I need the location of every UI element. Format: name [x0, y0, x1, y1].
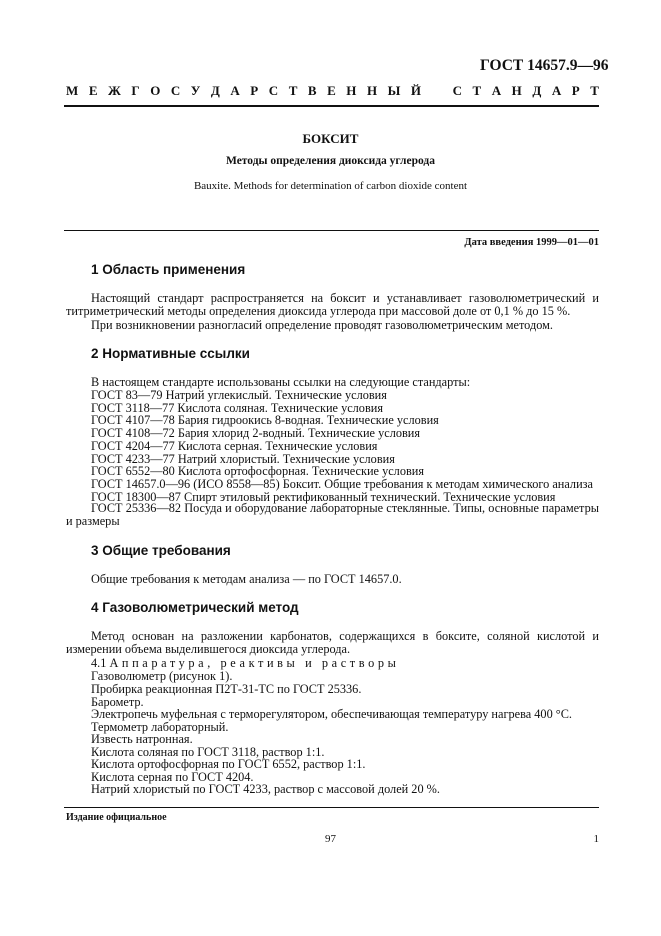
banner-letter: А [230, 83, 240, 98]
standard-english-title: Bauxite. Methods for determination of carbon dioxide content [193, 180, 468, 192]
section-4-heading: 4 Газоволюметрический метод [91, 600, 299, 615]
banner-letter: Д [210, 83, 220, 98]
equipment-item: Известь натронная. [91, 732, 193, 746]
section-2-intro: В настоящем стандарте использованы ссылки на следующие стандарты: [91, 375, 471, 389]
section-3-heading: 3 Общие требования [91, 543, 231, 558]
banner-letter: Ы [387, 83, 401, 98]
banner-letter: Р [250, 83, 259, 98]
banner-letter: Е [88, 83, 98, 98]
equipment-item: Пробирка реакционная П2Т-31-ТС по ГОСТ 25336. [91, 682, 362, 696]
section-1-paragraph-2: При возникновении разногласий определение проводят газоволюметрическим методом. [91, 318, 554, 332]
banner-letter: Е [327, 83, 336, 98]
page-number: 97 [325, 833, 336, 845]
standard-title: БОКСИТ [302, 131, 359, 146]
banner-letter: Т [590, 83, 599, 98]
header-rule [64, 105, 599, 107]
reference-item: ГОСТ 4204—77 Кислота серная. Технические условия [91, 438, 378, 453]
official-edition-label: Издание официальное [66, 812, 167, 823]
subsection-title: Аппаратура, реактивы и растворы [109, 656, 400, 670]
reference-item: ГОСТ 6552—80 Кислота ортофосфорная. Технические условия [91, 464, 425, 479]
banner-letter: Т [472, 83, 482, 98]
introduction-date: Дата введения 1999—01—01 [464, 237, 599, 248]
equipment-item: Газоволюметр (рисунок 1). [91, 669, 233, 683]
banner-letter: Т [288, 83, 298, 98]
banner-letter: Р [571, 83, 580, 98]
banner-letter: С [452, 83, 463, 98]
title-rule [64, 230, 599, 231]
document-code: ГОСТ 14657.9—96 [480, 57, 609, 74]
banner-letter: Д [532, 83, 542, 98]
banner-letter: Г [131, 83, 140, 98]
banner-letter: С [268, 83, 279, 98]
banner-letter: У [190, 83, 201, 98]
section-1-paragraph-1: Настоящий стандарт распространяется на боксит и устанавливает газоволюметрический и титриметрический методы определения диоксида углерода при массовой доле от 0,1 % до 15 %. [66, 291, 599, 318]
reference-item: ГОСТ 18300—87 Спирт этиловый ректификованный технический. Технические условия [91, 489, 556, 504]
equipment-item: Кислота ортофосфорная по ГОСТ 6552, раствор 1:1. [91, 757, 366, 771]
banner-letter: Н [366, 83, 378, 98]
section-2-heading: 2 Нормативные ссылки [91, 346, 250, 361]
banner-letter: А [491, 83, 502, 98]
equipment-item: Барометр. [91, 694, 144, 709]
reference-item: ГОСТ 4108—72 Бария хлорид 2-водный. Технические условия [91, 426, 421, 441]
equipment-item: Кислота серная по ГОСТ 4204. [91, 769, 254, 784]
interstate-standard-banner [66, 83, 599, 99]
banner-letter: Н [346, 83, 357, 98]
equipment-item: Термометр лабораторный. [91, 719, 229, 734]
banner-letter: А [551, 83, 562, 98]
sheet-number: 1 [593, 833, 599, 845]
banner-letter: О [150, 83, 161, 98]
reference-item: ГОСТ 14657.0—96 (ИСО 8558—85) Боксит. Общие требования к методам химического анализа [91, 476, 593, 491]
banner-letter: М [66, 83, 79, 98]
subsection-number: 4.1 [91, 656, 107, 670]
footer-rule [64, 807, 599, 808]
banner-letter: В [307, 83, 317, 98]
banner-letter: Н [511, 83, 522, 98]
standard-subtitle: Методы определения диоксида углерода [226, 155, 435, 167]
banner-letter: С [170, 83, 181, 98]
section-4-paragraph: Метод основан на разложении карбонатов, содержащихся в боксите, соляной кислотой и измерении объема выделившегося диоксида углерода. [66, 629, 599, 656]
equipment-item: Натрий хлористый по ГОСТ 4233, раствор с массовой долей 20 %. [91, 782, 440, 796]
section-1-heading: 1 Область применения [91, 262, 246, 277]
equipment-item: Электропечь муфельная с терморегулятором, обеспечивающая температуру нагрева 400 °С. [91, 707, 573, 721]
banner-letter: Ж [108, 83, 121, 98]
section-3-paragraph: Общие требования к методам анализа — по ГОСТ 14657.0. [91, 572, 402, 586]
reference-item: ГОСТ 4233—77 Натрий хлористый. Технические условия [91, 451, 395, 466]
reference-item: ГОСТ 3118—77 Кислота соляная. Технические условия [91, 400, 384, 415]
equipment-item: Кислота соляная по ГОСТ 3118, раствор 1:1. [91, 744, 325, 759]
reference-item-last: ГОСТ 25336—82 Посуда и оборудование лабораторные стеклянные. Типы, основные параметры и размеры [66, 501, 599, 528]
reference-item: ГОСТ 83—79 Натрий углекислый. Технические условия [91, 388, 387, 402]
banner-letter: Й [410, 83, 422, 98]
reference-item: ГОСТ 4107—78 Бария гидроокись 8-водная. Технические условия [91, 413, 439, 428]
